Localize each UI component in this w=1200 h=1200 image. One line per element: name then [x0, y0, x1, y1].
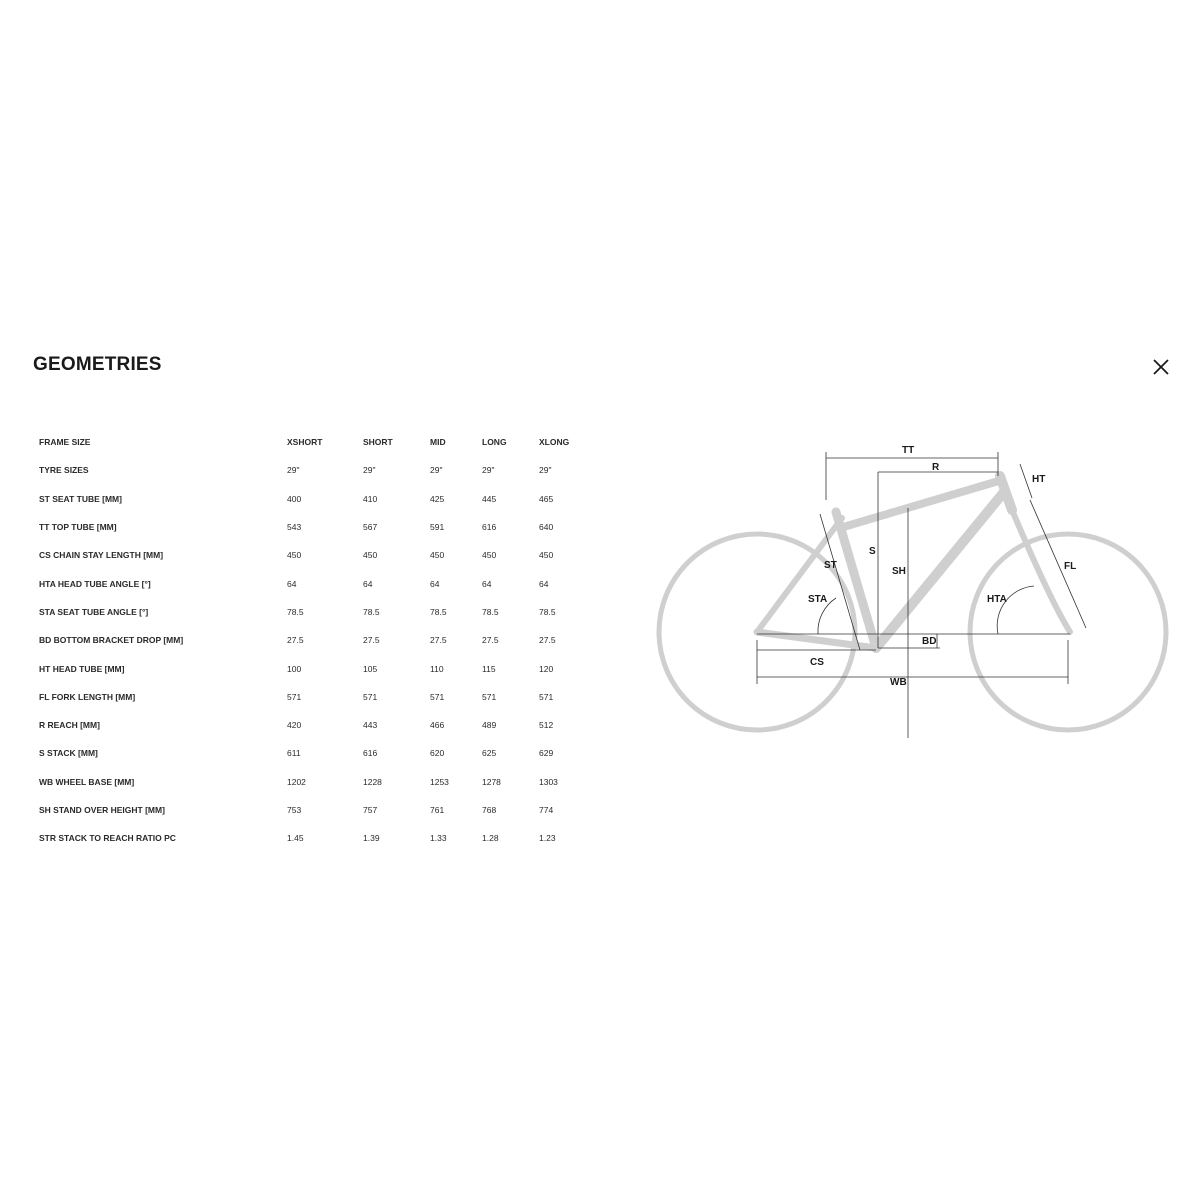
cell-value: 1.28 — [482, 833, 499, 844]
cell-value: 120 — [539, 663, 554, 674]
cell-value: 29" — [539, 465, 552, 476]
cell-value: 64 — [287, 578, 297, 589]
chain-stay — [757, 632, 876, 648]
cell-value: 567 — [363, 522, 378, 533]
table-row — [33, 683, 579, 711]
cell-value: 774 — [539, 805, 554, 815]
cell-value: 29" — [363, 465, 376, 476]
table-row — [33, 569, 579, 597]
cell-value: 450 — [482, 550, 497, 561]
cell-value: 512 — [539, 720, 554, 731]
row-label: CS CHAIN STAY LENGTH [MM] — [39, 550, 164, 561]
cell-value: 465 — [539, 493, 554, 504]
cell-value: 571 — [430, 691, 445, 702]
table-row — [33, 768, 579, 796]
cell-value: 1253 — [430, 776, 449, 787]
close-button[interactable] — [1148, 354, 1174, 380]
label-s: S — [869, 546, 876, 557]
row-label: R REACH [MM] — [39, 720, 100, 731]
cell-value: 64 — [363, 578, 373, 589]
row-label: STA SEAT TUBE ANGLE [°] — [39, 606, 149, 617]
header-long: LONG — [482, 437, 507, 448]
table-row — [33, 654, 579, 682]
cell-value: 27.5 — [287, 635, 304, 646]
header-short: SHORT — [363, 437, 393, 448]
cell-value: 571 — [287, 691, 302, 702]
cell-value: 571 — [363, 691, 378, 702]
label-sta: STA — [808, 594, 828, 605]
cell-value: 78.5 — [363, 606, 380, 617]
row-label: ST SEAT TUBE [MM] — [39, 493, 122, 504]
cell-value: 616 — [482, 522, 497, 533]
table-body — [33, 456, 579, 852]
table-row — [33, 824, 579, 852]
table-row — [33, 739, 579, 767]
cell-value: 611 — [287, 748, 301, 759]
cell-value: 757 — [363, 805, 378, 815]
cell-value: 100 — [287, 663, 302, 674]
cell-value: 420 — [287, 720, 302, 731]
cell-value: 64 — [482, 578, 492, 589]
cell-value: 450 — [363, 550, 378, 561]
table-row — [33, 626, 579, 654]
cell-value: 78.5 — [539, 606, 556, 617]
cell-value: 400 — [287, 493, 302, 504]
frame-drawing — [659, 476, 1166, 730]
cell-value: 1303 — [539, 776, 558, 787]
row-label: BD BOTTOM BRACKET DROP [MM] — [39, 635, 184, 646]
cell-value: 443 — [363, 720, 378, 731]
cell-value: 110 — [430, 663, 444, 674]
header-xlong: XLONG — [539, 437, 570, 448]
cell-value: 64 — [430, 578, 440, 589]
table-row — [33, 541, 579, 569]
cell-value: 27.5 — [539, 635, 556, 646]
cell-value: 591 — [430, 522, 445, 533]
cell-value: 105 — [363, 663, 378, 674]
cell-value: 1202 — [287, 776, 306, 787]
cell-value: 768 — [482, 805, 497, 815]
cell-value: 466 — [430, 720, 445, 731]
table-header-row — [33, 428, 579, 456]
cell-value: 64 — [539, 578, 549, 589]
cell-value: 1.39 — [363, 833, 380, 844]
row-label: TYRE SIZES — [39, 465, 89, 476]
cell-value: 29" — [287, 465, 300, 476]
label-st: ST — [824, 560, 837, 571]
cell-value: 640 — [539, 522, 554, 533]
cell-value: 761 — [430, 805, 445, 815]
cell-value: 445 — [482, 493, 497, 504]
cell-value: 571 — [539, 691, 554, 702]
close-icon — [1148, 354, 1174, 380]
row-label: STR STACK TO REACH RATIO PC — [39, 833, 176, 844]
cell-value: 1.23 — [539, 833, 556, 844]
cell-value: 753 — [287, 805, 302, 815]
table-row — [33, 513, 579, 541]
row-label: WB WHEEL BASE [MM] — [39, 776, 135, 787]
cell-value: 115 — [482, 663, 496, 674]
table-row — [33, 796, 579, 824]
label-r: R — [932, 462, 940, 473]
page-title: GEOMETRIES — [33, 354, 162, 375]
header-xshort: XSHORT — [287, 437, 323, 448]
cell-value: 1278 — [482, 776, 501, 787]
cell-value: 450 — [287, 550, 302, 561]
row-label: TT TOP TUBE [MM] — [39, 522, 117, 533]
label-sh: SH — [892, 566, 906, 577]
header-frame-size: FRAME SIZE — [39, 437, 91, 448]
cell-value: 620 — [430, 748, 445, 759]
cell-value: 1.33 — [430, 833, 447, 844]
row-label: S STACK [MM] — [39, 748, 98, 759]
cell-value: 543 — [287, 522, 302, 533]
head-tube — [1000, 476, 1012, 510]
cell-value: 625 — [482, 748, 497, 759]
cell-value: 1228 — [363, 776, 382, 787]
label-tt: TT — [902, 445, 915, 456]
geometry-table — [33, 428, 579, 852]
table-row — [33, 456, 579, 484]
cell-value: 450 — [430, 550, 445, 561]
cell-value: 78.5 — [287, 606, 304, 617]
table-row — [33, 485, 579, 513]
label-cs: CS — [810, 657, 824, 668]
label-wb: WB — [890, 677, 907, 688]
label-bd: BD — [922, 636, 937, 647]
row-label: SH STAND OVER HEIGHT [MM] — [39, 805, 165, 815]
cell-value: 616 — [363, 748, 378, 759]
table-row — [33, 711, 579, 739]
bike-geometry-diagram — [650, 440, 1180, 750]
cell-value: 425 — [430, 493, 445, 504]
row-label: FL FORK LENGTH [MM] — [39, 691, 136, 702]
table-row — [33, 598, 579, 626]
cell-value: 29" — [482, 465, 495, 476]
label-hta: HTA — [987, 594, 1007, 605]
row-label: HT HEAD TUBE [MM] — [39, 663, 125, 674]
cell-value: 29" — [430, 465, 443, 476]
cell-value: 27.5 — [363, 635, 380, 646]
cell-value: 489 — [482, 720, 497, 731]
row-label: HTA HEAD TUBE ANGLE [°] — [39, 578, 151, 589]
label-fl: FL — [1064, 561, 1077, 572]
header-mid: MID — [430, 437, 446, 448]
cell-value: 571 — [482, 691, 497, 702]
cell-value: 410 — [363, 493, 378, 504]
cell-value: 78.5 — [430, 606, 447, 617]
cell-value: 629 — [539, 748, 554, 759]
cell-value: 27.5 — [430, 635, 447, 646]
cell-value: 1.45 — [287, 833, 304, 844]
cell-value: 27.5 — [482, 635, 499, 646]
cell-value: 450 — [539, 550, 554, 561]
cell-value: 78.5 — [482, 606, 499, 617]
label-ht: HT — [1032, 474, 1046, 485]
